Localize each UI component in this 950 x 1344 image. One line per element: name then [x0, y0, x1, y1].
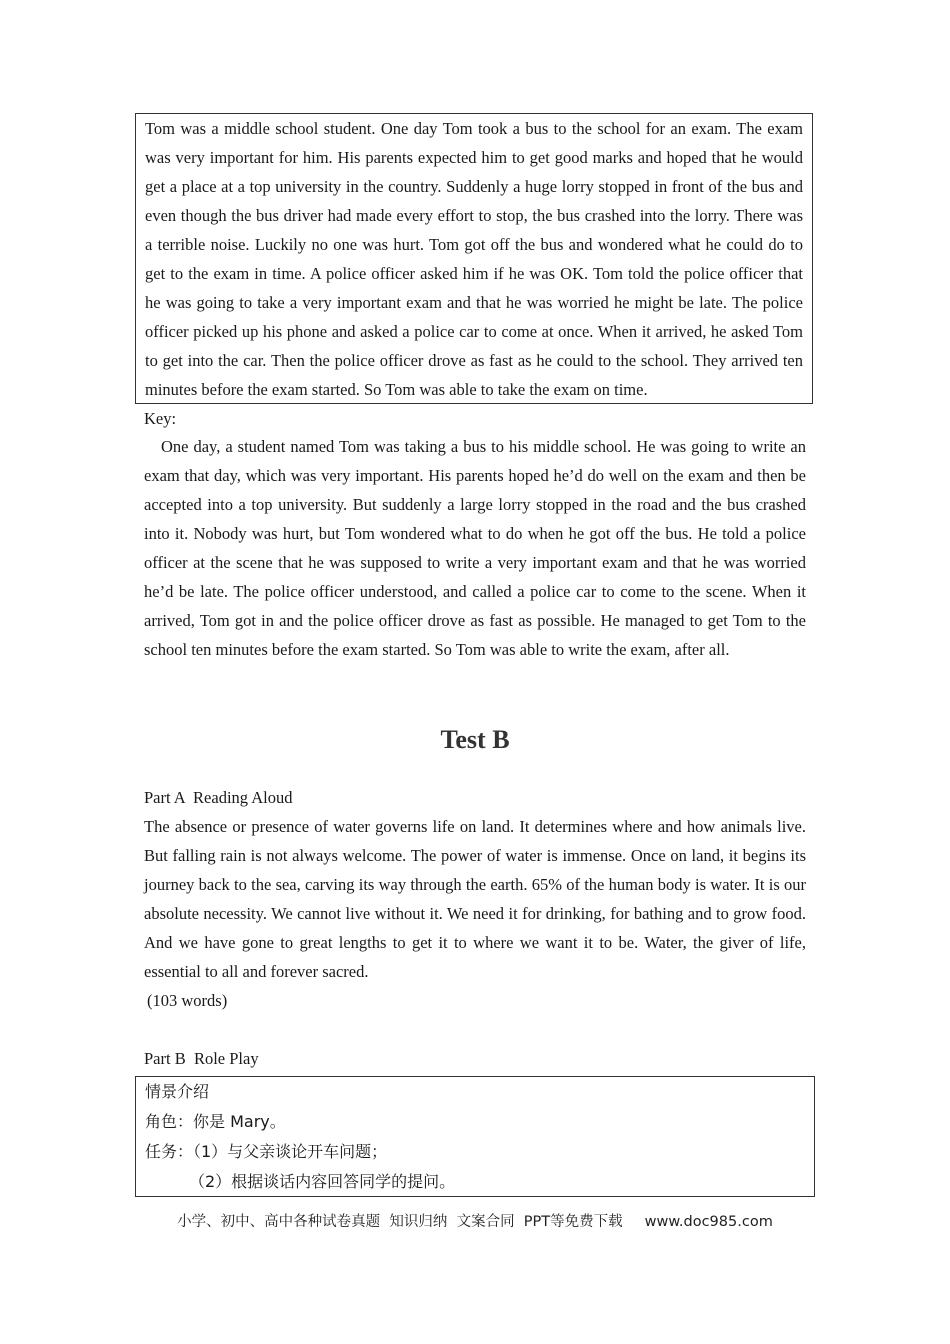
part-a-text: The absence or presence of water governs life on land. It determines where and how animals live. But falling rain is not always welcome. The power of water is immense. Once on land, it begins its journey back to the sea, carving its way through the earth. 65% of the human body is water. It is our absolute necessity. We cannot live without it. We need it for drinking, for bathing and to grow food. And we have gone to great lengths to get it to where we want it to be. Water, the giver of life, essential to all and forever sacred. — [144, 817, 806, 981]
scenario-title: 情景介绍 — [145, 1082, 210, 1101]
story-text: Tom was a middle school student. One day Tom took a bus to the school for an exam. The exam was very important for him. His parents expected him to get good marks and hoped that he would get a place at a top university in the country. Suddenly a huge lorry stopped in front of the bus and even though the bus driver had made every effort to stop, the bus crashed into the lorry. There was a terrible noise. Luckily no one was hurt. Tom got off the bus and wondered what he could do to get to the exam in time. A police officer asked him if he was OK. Tom told the police officer that he was going to take a very important exam and that he was worried he might be late. The police officer picked up his phone and asked a police car to come at once. When it arrived, he asked Tom to get into the car. Then the police officer drove as fast as he could to the school. They arrived ten minutes before the exam started. So Tom was able to take the exam on time. — [145, 119, 803, 399]
footer — [0, 1210, 950, 1234]
scenario-task-2: （2）根据谈话内容回答同学的提问。 — [189, 1172, 456, 1191]
key-label: Key: — [144, 409, 177, 428]
scenario-role: 角色：你是 Mary。 — [145, 1112, 286, 1131]
story-box — [135, 113, 813, 404]
scenario-task-1: 任务：（1）与父亲谈论开车问题； — [145, 1142, 388, 1161]
word-count: (103 words) — [147, 991, 228, 1010]
scenario-box — [135, 1076, 815, 1197]
footer-text: 小学、初中、高中各种试卷真题 知识归纳 文案合同 PPT等免费下载 — [177, 1214, 623, 1230]
test-title: Test B — [440, 725, 510, 754]
part-b-heading: Part B Role Play — [144, 1049, 259, 1068]
part-a-heading: Part A Reading Aloud — [144, 788, 293, 807]
key-text: One day, a student named Tom was taking a bus to his middle school. He was going to write an exam that day, which was very important. His parents hoped he’d do well on the exam and then be accepted into a top university. But suddenly a large lorry stopped in the road and the bus crashed into it. Nobody was hurt, but Tom wondered what to do when he got off the bus. He told a police officer at the scene that he was supposed to write a very important exam and that he was worried he’d be late. The police officer understood, and called a police car to come to the scene. When it arrived, Tom got in and the police officer drove as fast as possible. He managed to get Tom to the school ten minutes before the exam started. So Tom was able to write the exam, after all. — [144, 437, 806, 659]
footer-url[interactable]: www.doc985.com — [644, 1214, 773, 1230]
